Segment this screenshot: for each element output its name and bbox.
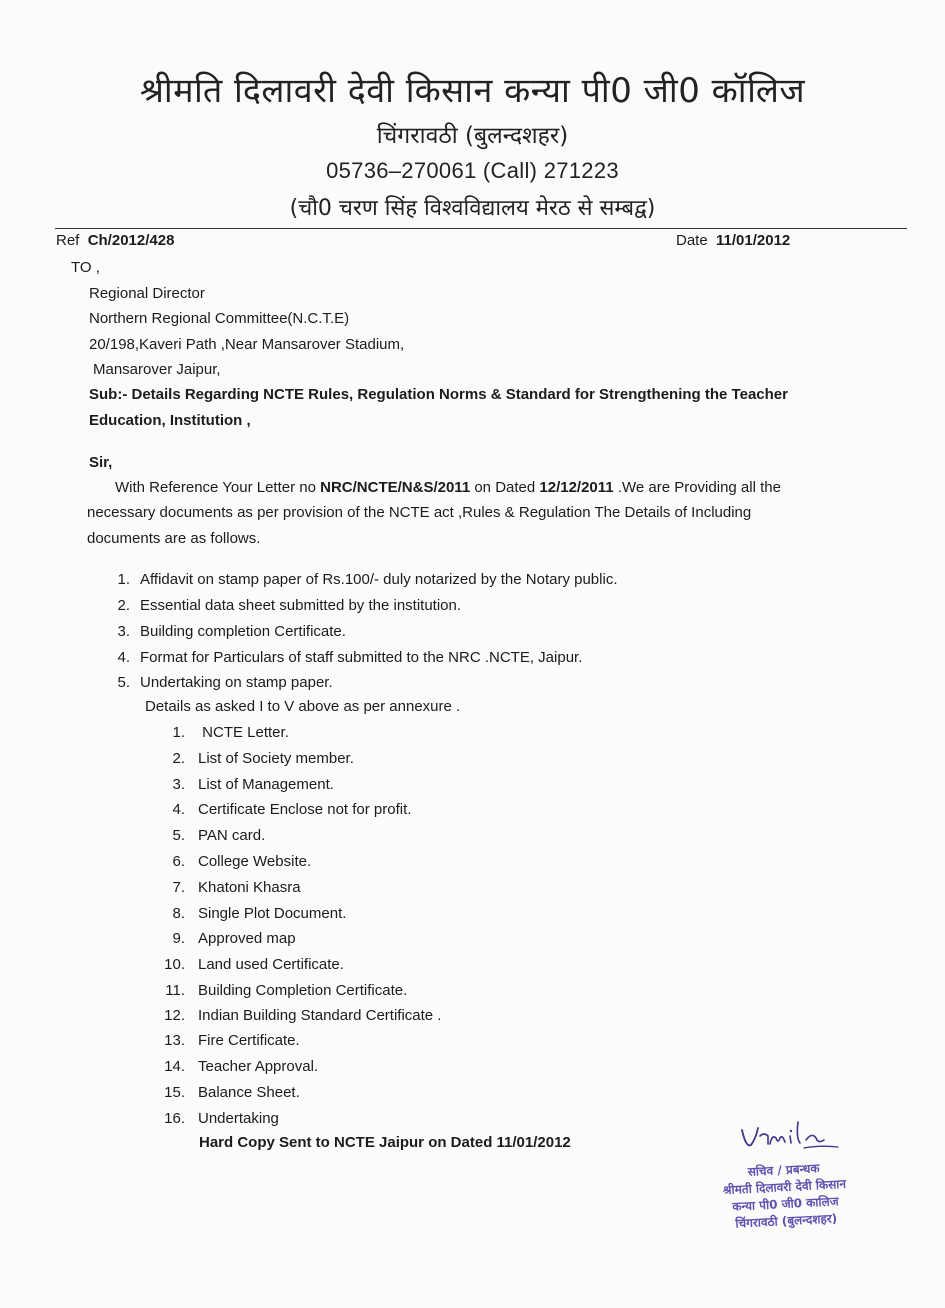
ref-value: Ch/2012/428 — [87, 232, 175, 249]
list-num: 14. — [164, 1058, 185, 1075]
list-text: NCTE Letter. — [198, 724, 289, 741]
details-line: Details as asked I to V above as per annexure . — [145, 698, 461, 715]
date-label: Date — [676, 232, 708, 249]
list-text: Teacher Approval. — [198, 1058, 319, 1075]
body-text: With Reference Your Letter no — [115, 479, 321, 496]
date-value: 11/01/2012 — [716, 232, 791, 249]
list-text: List of Society member. — [198, 750, 354, 767]
list-text: Land used Certificate. — [198, 956, 344, 973]
list-num: 1. — [172, 724, 185, 741]
ref-line — [56, 232, 174, 250]
body-para-line — [115, 479, 781, 497]
list-num: 15. — [164, 1084, 185, 1101]
list-text: Undertaking — [198, 1110, 279, 1127]
list-num: 4. — [117, 649, 130, 666]
list-text: Building completion Certificate. — [140, 623, 346, 640]
annex-item — [160, 930, 296, 948]
college-name: श्रीमति दिलावरी देवी किसान कन्या पी0 जी0 कॉलिज — [139, 71, 806, 111]
list-text: Single Plot Document. — [198, 905, 347, 922]
list-text: College Website. — [198, 853, 312, 870]
list-num: 10. — [164, 956, 185, 973]
list-text: Building Completion Certificate. — [198, 982, 408, 999]
list-text: Indian Building Standard Certificate . — [198, 1007, 442, 1024]
list-num: 12. — [164, 1007, 185, 1024]
list-num: 6. — [172, 853, 185, 870]
list-num: 11. — [165, 982, 185, 999]
list-num: 7. — [172, 879, 185, 896]
stamp-line: कन्या पी0 जी0 कालिज — [731, 1194, 839, 1214]
stamp-line: चिंगरावठी (बुलन्दशहर) — [735, 1211, 838, 1231]
annex-item — [160, 750, 354, 768]
list-num: 9. — [172, 930, 185, 947]
annex-item — [160, 827, 265, 845]
annex-item — [160, 801, 411, 819]
list-num: 3. — [172, 776, 185, 793]
annex-item — [160, 1084, 300, 1102]
list-text: Khatoni Khasra — [198, 879, 301, 896]
college-place: चिंगरावठी (बुलन्दशहर) — [376, 123, 569, 149]
address-line: Regional Director — [89, 285, 205, 302]
address-line: 20/198,Kaveri Path ,Near Mansarover Stadium, — [89, 336, 405, 353]
annex-item — [160, 853, 311, 871]
list-text: Undertaking on stamp paper. — [140, 674, 333, 691]
salutation: Sir, — [89, 454, 113, 471]
annex-item — [160, 956, 344, 974]
body-para-line: documents are as follows. — [87, 530, 261, 547]
list-item — [104, 649, 582, 667]
annex-item — [160, 982, 407, 1000]
signature-mark — [738, 1118, 848, 1154]
list-num: 5. — [172, 827, 185, 844]
annex-item — [160, 879, 301, 897]
annex-item — [160, 724, 289, 742]
list-text: Balance Sheet. — [198, 1084, 300, 1101]
list-text: List of Management. — [198, 776, 334, 793]
list-text: Approved map — [198, 930, 296, 947]
official-stamp — [698, 1158, 871, 1235]
list-num: 1. — [117, 571, 130, 588]
annex-item — [160, 1007, 441, 1025]
college-affiliation: (चौ0 चरण सिंह विश्वविद्यालय मेरठ से सम्बद्व) — [289, 196, 656, 221]
annex-item — [160, 1032, 300, 1050]
list-num: 16. — [164, 1110, 185, 1127]
list-text: Format for Particulars of staff submitted to the NRC .NCTE, Jaipur. — [140, 649, 583, 666]
stamp-line: श्रीमती दिलावरी देवी किसान — [722, 1176, 847, 1198]
stamp-line: सचिव / प्रबन्धक — [747, 1161, 820, 1179]
list-num: 4. — [172, 801, 185, 818]
letter-date: 12/12/2011 — [539, 479, 614, 496]
list-item — [104, 674, 333, 692]
list-text: Essential data sheet submitted by the institution. — [140, 597, 462, 614]
list-num: 3. — [117, 623, 130, 640]
list-text: Affidavit on stamp paper of Rs.100/- duly notarized by the Notary public. — [140, 571, 618, 588]
to-line: TO , — [71, 259, 100, 276]
address-line: Northern Regional Committee(N.C.T.E) — [89, 310, 350, 327]
annex-item — [160, 905, 346, 923]
annex-item — [160, 1110, 279, 1128]
list-text: PAN card. — [198, 827, 266, 844]
subject-line-2: Education, Institution , — [89, 412, 251, 429]
list-item — [104, 571, 617, 589]
letter-number: NRC/NCTE/N&S/2011 — [320, 479, 471, 496]
annex-item — [160, 1058, 318, 1076]
body-para-line: necessary documents as per provision of the NCTE act ,Rules & Regulation The Details of Including — [87, 504, 752, 521]
list-item — [104, 623, 346, 641]
list-num: 8. — [172, 905, 185, 922]
list-text: Certificate Enclose not for profit. — [198, 801, 412, 818]
date-line — [676, 232, 790, 250]
list-num: 2. — [117, 597, 130, 614]
list-item — [104, 597, 461, 615]
list-num: 5. — [117, 674, 130, 691]
address-line: Mansarover Jaipur, — [93, 361, 221, 378]
body-text: .We are Providing all the — [613, 479, 781, 496]
annex-item — [160, 776, 334, 794]
list-text: Fire Certificate. — [198, 1032, 300, 1049]
list-num: 2. — [172, 750, 185, 767]
ref-label: Ref — [56, 232, 80, 249]
subject-line-1: Sub:- Details Regarding NCTE Rules, Regulation Norms & Standard for Strengthening the Teacher — [89, 386, 788, 403]
list-num: 13. — [164, 1032, 185, 1049]
college-phone: 05736–270061 (Call) 271223 — [326, 158, 619, 183]
closing-line: Hard Copy Sent to NCTE Jaipur on Dated 11/01/2012 — [199, 1134, 571, 1151]
header-divider — [55, 228, 907, 229]
body-text: on Dated — [470, 479, 540, 496]
